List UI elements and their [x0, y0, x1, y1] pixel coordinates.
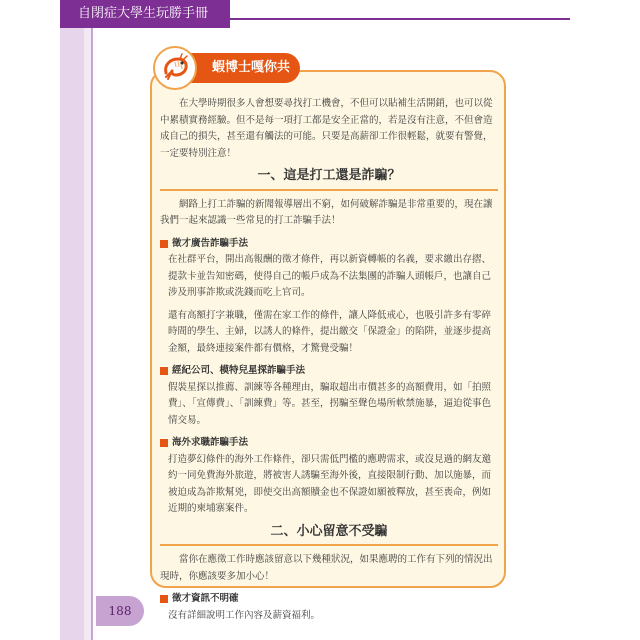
square-bullet-icon — [160, 367, 168, 375]
section-title-2: 二、小心留意不受騙 — [270, 523, 388, 539]
margin-stripe-line — [91, 28, 93, 640]
banner-title: 蝦博士嘎你共 — [212, 60, 291, 75]
subheading: 徵才廣告詐騙手法 — [160, 236, 498, 253]
square-bullet-icon — [160, 595, 168, 603]
page-header — [0, 0, 640, 36]
subheading: 經紀公司、模特兒星探詐騙手法 — [160, 363, 498, 380]
paragraph: 還有高額打字兼職，僅需在家工作的條件，讓人降低戒心，也吸引許多有零碎時間的學生、主婦，以誘人的條件，提出繳交「保證金」的陷阱，並逐步提高金額，最終連接案件都有價格，才驚覺受騙！ — [168, 309, 492, 354]
shrimp-icon — [153, 46, 197, 90]
square-bullet-icon — [160, 240, 168, 248]
section-rule — [160, 189, 498, 191]
section2-intro: 當你在應徵工作時應該留意以下幾種狀況，如果應聘的工作有下列的情況出現時，你應該要多加小心！ — [160, 554, 493, 582]
subheading: 徵才資訊不明確 — [160, 591, 498, 608]
section1-intro: 網路上打工詐騙的新聞報導層出不窮，如何破解詐騙是非常重要的，現在讓我們一起來認識一些常見的打工詐騙手法！ — [160, 198, 493, 226]
section-title-1: 一、這是打工還是詐騙？ — [257, 168, 401, 183]
paragraph: 沒有詳細說明工作內容及薪資福利。 — [168, 609, 321, 621]
section-rule — [160, 544, 498, 546]
margin-stripe-light — [84, 28, 91, 640]
page-number: 188 — [96, 596, 144, 626]
paragraph: 在社群平台，開出高報酬的徵才條件，再以新資轉帳的名義，要求繳出存摺、提款卡並告知密碼，使得自己的帳戶成為不法集團的詐騙人頭帳戶，也讓自己涉及刑事詐欺或洗錢而吃上官司。 — [168, 254, 492, 298]
book-title: 自閉症大學生玩勝手冊 — [60, 0, 230, 28]
paragraph: 假裝星探以推薦、訓練等各種理由，騙取超出市價甚多的高額費用，如「拍照費」、「宣傳費」、「訓練費」等。甚至，拐騙至聲色場所軟禁施暴，逼迫從事色情交易。 — [168, 381, 492, 426]
subheading: 海外求職詐騙手法 — [160, 435, 498, 452]
shrimp-icon-graphic — [158, 51, 192, 85]
paragraph: 打造夢幻條件的海外工作條件，卻只需低門檻的應聘需求，或沒見過的網友邀約一同免費海外旅遊，將被害人誘騙至海外後，直接限制行動、加以施暴，而被迫成為詐欺幫兇，即使交出高額贖金也不保證如願被釋放，甚至喪命，例如近期的柬埔寨案件。 — [168, 453, 492, 514]
margin-stripe — [60, 28, 84, 640]
card-content — [160, 96, 498, 624]
header-rule — [230, 18, 570, 20]
square-bullet-icon — [160, 439, 168, 447]
intro-paragraph: 在大學時期很多人會想要尋找打工機會，不但可以貼補生活開銷，也可以從中累積實務經驗。但不是每一項打工都是安全正當的，若是沒有注意，不但會造成自己的損失，甚至還有觸法的可能。只要是高薪卻工作很輕鬆，就要有警覺，一定要特別注意！ — [160, 98, 493, 159]
